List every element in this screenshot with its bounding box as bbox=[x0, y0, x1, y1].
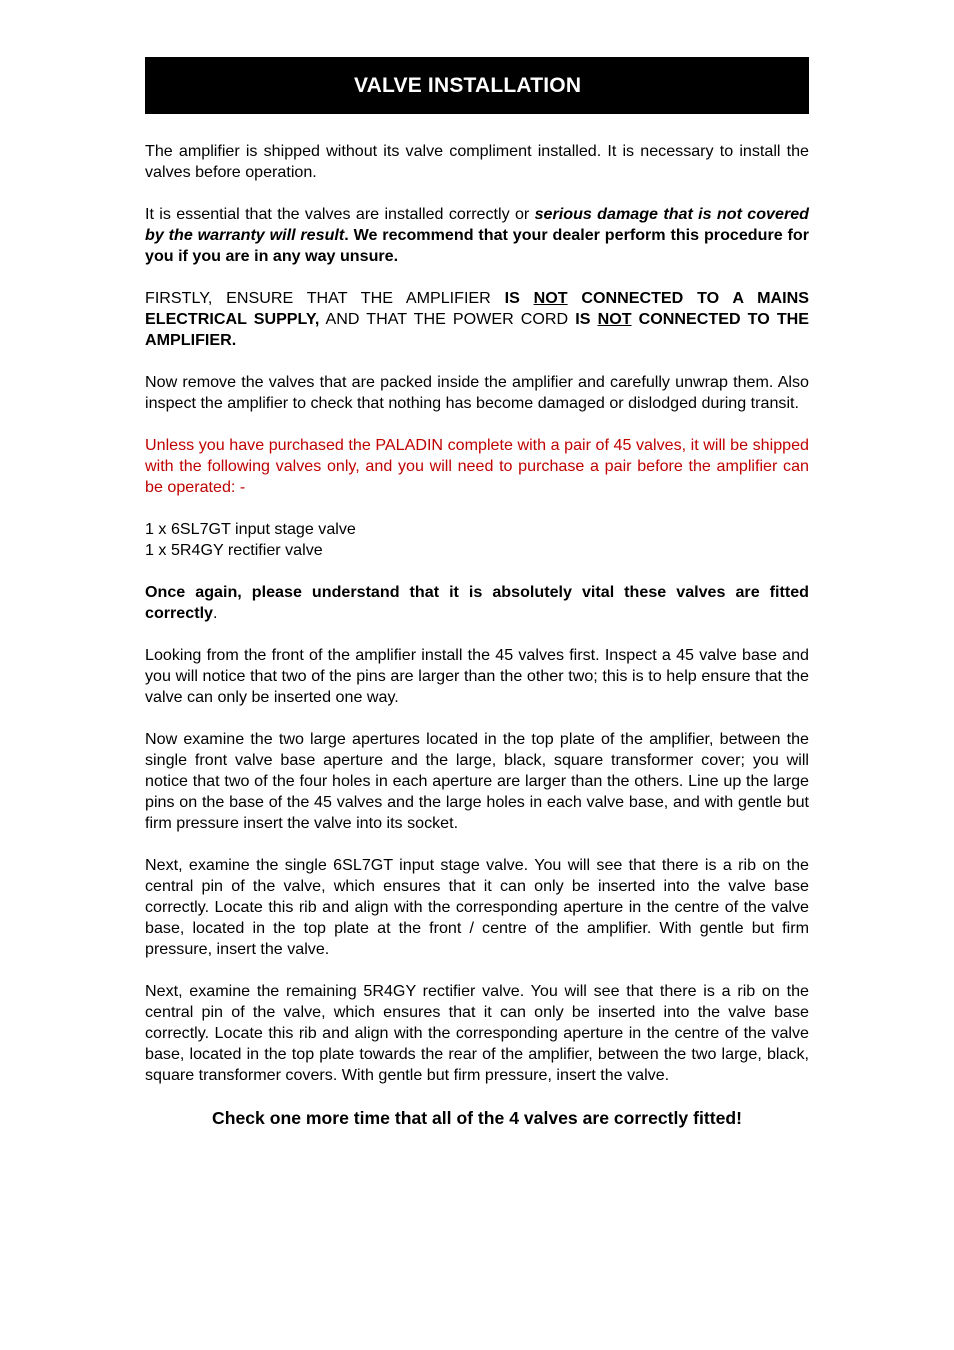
warning-emphasis: serious damage that is not covered by the warranty will result bbox=[145, 205, 809, 244]
document-body bbox=[145, 141, 809, 1129]
safety-bold-mains: CONNECTED TO A MAINS ELECTRICAL SUPPLY, bbox=[145, 289, 809, 328]
section-title: VALVE INSTALLATION bbox=[354, 73, 582, 97]
safety-paragraph bbox=[145, 288, 809, 351]
safety-text-2: AND THAT THE POWER CORD bbox=[319, 310, 576, 328]
purchase-notice-paragraph: Unless you have purchased the PALADIN complete with a pair of 45 valves, it will be shipped with the following valves only, and you will need to purchase a pair before the amplifier can be operated: - bbox=[145, 436, 809, 496]
safety-bold-amplifier: CONNECTED TO THE AMPLIFIER. bbox=[145, 310, 810, 349]
rectifier-valve-paragraph: Next, examine the remaining 5R4GY rectifier valve. You will see that there is a rib on the central pin of the valve, which ensures that it can only be inserted into the valve base correctly. Locate this rib and align with the corresponding aperture in the centre of the valve base, located in the top plate towards the rear of the amplifier, between the two large, black, square transformer covers. With gentle but firm pressure, insert the valve. bbox=[145, 982, 809, 1084]
safety-not-1: NOT bbox=[533, 289, 568, 307]
section-header bbox=[145, 57, 809, 114]
unpack-paragraph: Now remove the valves that are packed inside the amplifier and carefully unwrap them. Also inspect the amplifier to check that nothing has become damaged or dislodged during transit. bbox=[145, 373, 809, 412]
warning-text-start: It is essential that the valves are installed correctly or bbox=[145, 205, 535, 223]
vital-paragraph bbox=[145, 582, 809, 624]
input-valve-paragraph: Next, examine the single 6SL7GT input stage valve. You will see that there is a rib on the central pin of the valve, which ensures that it can only be inserted into the valve base correctly. Locate this rib and align with the corresponding aperture in the centre of the valve base, located in the top plate at the front / centre of the amplifier. With gentle but firm pressure, insert the valve. bbox=[145, 856, 809, 958]
warning-recommendation: . We recommend that your dealer perform this procedure for you if you are in any way unsure. bbox=[145, 226, 809, 265]
vital-period: . bbox=[213, 604, 218, 622]
safety-not-2: NOT bbox=[597, 310, 632, 328]
apertures-paragraph: Now examine the two large apertures located in the top plate of the amplifier, between the single front valve base aperture and the large, black, square transformer cover; you will notice that two of the four holes in each aperture are larger than the others. Line up the large pins on the base of the 45 valves and the large holes in each valve base, and with gentle but firm pressure insert the valve into its socket. bbox=[145, 730, 809, 832]
final-check-note: Check one more time that all of the 4 valves are correctly fitted! bbox=[212, 1108, 742, 1128]
vital-text: Once again, please understand that it is absolutely vital these valves are fitted correctly bbox=[145, 583, 809, 622]
safety-bold-is-2: IS bbox=[575, 310, 598, 328]
valve-list bbox=[145, 519, 809, 561]
document-page bbox=[145, 57, 809, 1129]
safety-bold-is-1: IS bbox=[504, 289, 534, 307]
warning-paragraph bbox=[145, 204, 809, 267]
intro-paragraph: The amplifier is shipped without its valve compliment installed. It is necessary to install the valves before operation. bbox=[145, 142, 809, 181]
list-item: 1 x 6SL7GT input stage valve bbox=[145, 520, 356, 538]
install-45-paragraph: Looking from the front of the amplifier install the 45 valves first. Inspect a 45 valve base and you will notice that two of the pins are larger than the other two; this is to help ensure that the valve can only be inserted one way. bbox=[145, 646, 809, 706]
safety-text-1: FIRSTLY, ENSURE THAT THE AMPLIFIER bbox=[145, 289, 505, 307]
list-item: 1 x 5R4GY rectifier valve bbox=[145, 541, 323, 559]
